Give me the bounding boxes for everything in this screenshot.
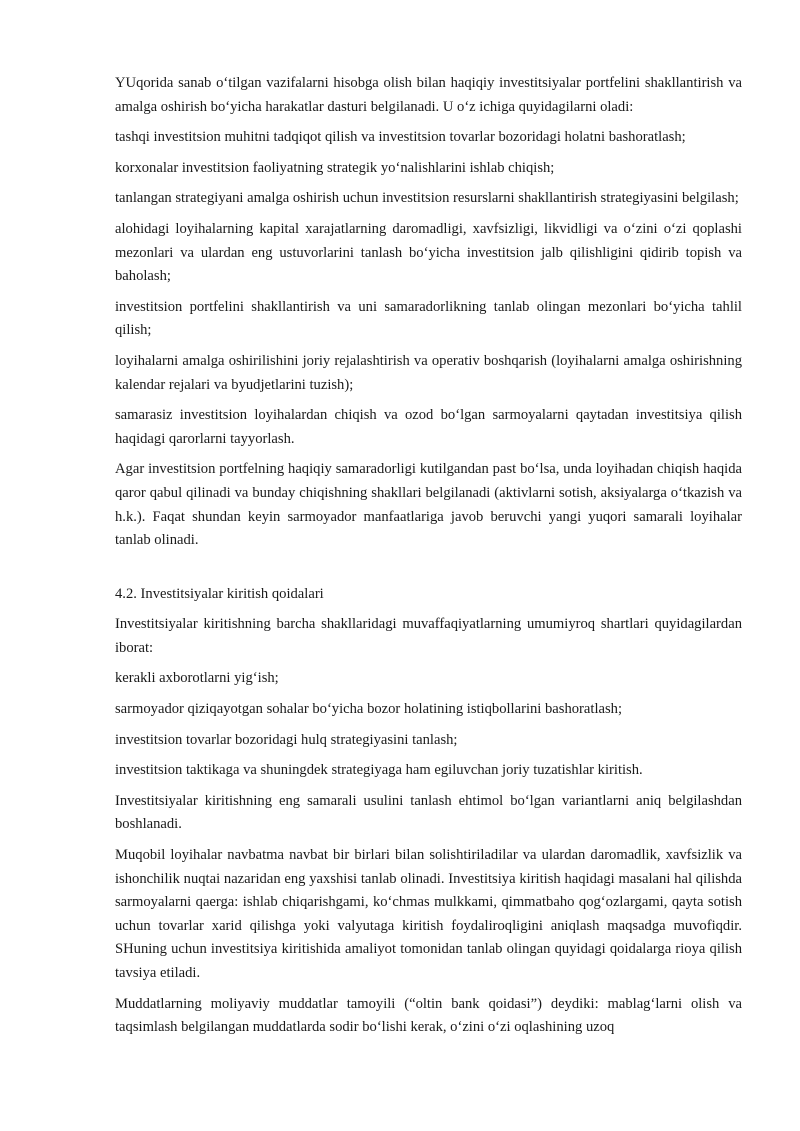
list-item: tanlangan strategiyani amalga oshirish uchun investitsion resurslarni shakllantirish strategiyasini belgilash; (115, 190, 739, 207)
list-item: loyihalarni amalga oshirilishini joriy rejalashtirish va operativ boshqarish (loyihalarni amalga oshirishning kalendar rejalari va byudjetlarini tuzish); (115, 352, 742, 393)
body-paragraph: Muqobil loyihalar navbatma navbat bir birlari bilan solishtiriladilar va ulardan daromadlik, xavfsizlik va ishonchilik nuqtai nazaridan eng yaxshisi tanlab olinadi. Investitsiya kiritish haqidagi masalani hal qilishda sarmoyalarni qaerga: ishlab chiqarishgami, ko‘chmas mulkkami, qimmatbaho qog‘ozlargami, qayta sotish uchun tovarlar xarid qilishga yoki valyutaga kiritish foydaliroqligini aniqlash maqsadga muvofiqdir. SHuning uchun investitsiya kiritishida amaliyot tomonidan tanlab olingan quyidagi qoidalarga rioya qilish tavsiya etiladi. (115, 847, 742, 981)
body-paragraph: Investitsiyalar kiritishning eng samarali usulini tanlash ehtimol bo‘lgan variantlarni aniq belgilashdan boshlanadi. (115, 792, 742, 833)
list-item: samarasiz investitsion loyihalardan chiqish va ozod bo‘lgan sarmoyalarni qaytadan investitsiya qilish haqidagi qarorlarni tayyorlash. (115, 407, 742, 447)
body-paragraph: Agar investitsion portfelning haqiqiy samaradorligi kutilgandan past bo‘lsa, unda loyihadan chiqish haqida qaror qabul qilinadi va bunday chiqishning shakllari belgilanadi (aktivlarni sotish, aksiyalarga o‘tkazish va h.k.). Faqat shundan keyin sarmoyador manfaatlariga javob beruvchi yangi yuqori samarali loyihalar tanlab olinadi. (115, 461, 742, 549)
intro-paragraph: YUqorida sanab o‘tilgan vazifalarni hisobga olish bilan haqiqiy investitsiyalar portfelini shakllantirish va amalga oshirish bo‘yicha harakatlar dasturi belgilanadi. U o‘z ichiga quyidagilarni oladi: (115, 75, 742, 115)
list-item: investitsion portfelini shakllantirish va uni samaradorlikning tanlab olingan mezonlari bo‘yicha tahlil qilish; (115, 298, 742, 339)
document-page (115, 72, 742, 1047)
list-item: alohidagi loyihalarning kapital xarajatlarning daromadligi, xavfsizligi, likvidligi va o‘zini o‘zi qoplashi mezonlari va ulardan eng ustuvorlarini tanlash bo‘yicha investitsion jalb qilishligini qidirib topish va baholash; (115, 220, 742, 285)
section-heading: 4.2. Investitsiyalar kiritish qoidalari (115, 585, 324, 602)
body-paragraph: Investitsiyalar kiritishning barcha shakllaridagi muvaffaqiyatlarning umumiyroq shartlari quyidagilardan iborat: (115, 616, 742, 656)
list-item: investitsion taktikaga va shuningdek strategiyaga ham egiluvchan joriy tuzatishlar kiritish. (115, 762, 643, 779)
list-item: sarmoyador qiziqayotgan sohalar bo‘yicha bozor holatining istiqbollarini bashoratlash; (115, 701, 623, 718)
body-paragraph: Muddatlarning moliyaviy muddatlar tamoyili (“oltin bank qoidasi”) deydiki: mablag‘larni olish va taqsimlash belgilangan muddatlarda sodir bo‘lishi kerak, o‘zini o‘zi oqlashining uzoq (115, 995, 742, 1036)
list-item: kerakli axborotlarni yig‘ish; (115, 670, 279, 687)
list-item: investitsion tovarlar bozoridagi hulq strategiyasini tanlash; (115, 731, 458, 748)
list-item: tashqi investitsion muhitni tadqiqot qilish va investitsion tovarlar bozoridagi holatni bashoratlash; (115, 129, 686, 146)
list-item: korxonalar investitsion faoliyatning strategik yo‘nalishlarini ishlab chiqish; (115, 159, 555, 176)
